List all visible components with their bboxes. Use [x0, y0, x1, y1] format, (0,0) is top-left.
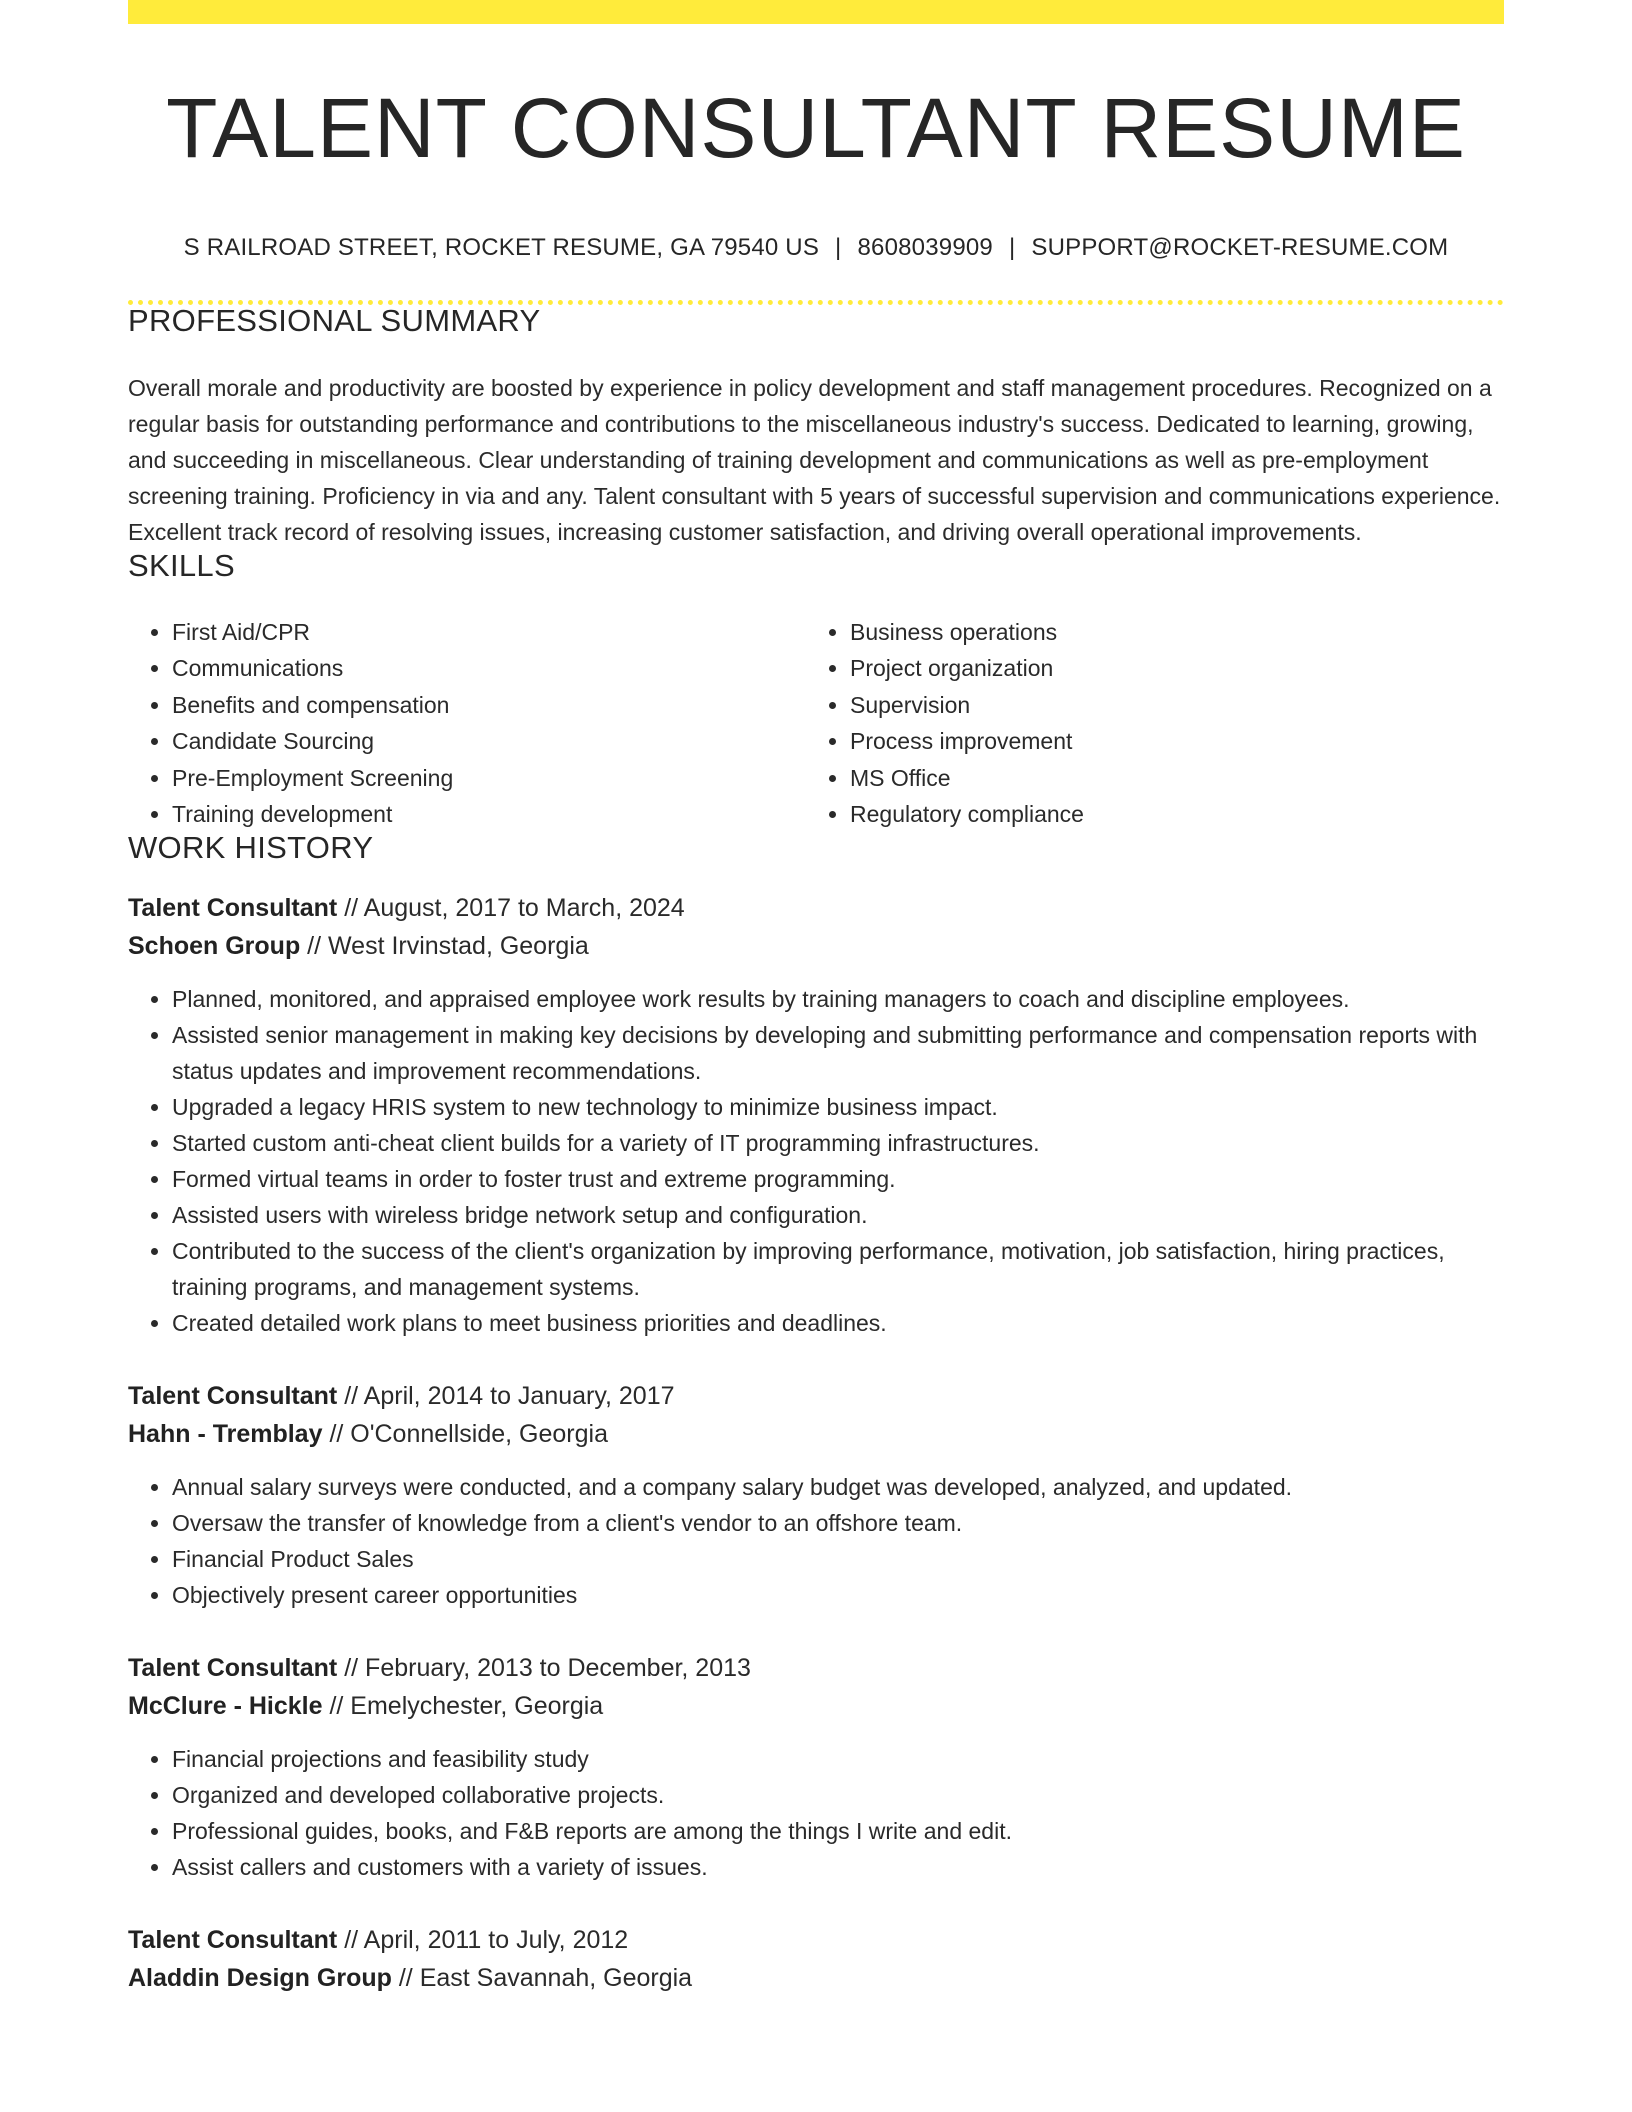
- job-bullet: • Started custom anti-cheat client builds for a variety of IT programming infrastructures.: [172, 1125, 1504, 1161]
- job-bullet: • Financial Product Sales: [172, 1541, 1504, 1577]
- job-title: Talent Consultant: [128, 894, 338, 923]
- contact-address: S RAILROAD STREET, ROCKET RESUME, GA 79540 US: [183, 234, 820, 261]
- job-title-line: [128, 893, 1504, 923]
- job-dates: // February, 2013 to December, 2013: [337, 1654, 751, 1683]
- job-bullet: • Planned, monitored, and appraised employee work results by training managers to coach and discipline employees.: [172, 981, 1504, 1017]
- skills-column-right: [806, 614, 1484, 832]
- job-entry: [128, 1653, 1504, 1885]
- job-bullet: • Organized and developed collaborative projects.: [172, 1777, 1504, 1813]
- job-bullet: • Contributed to the success of the client's organization by improving performance, motivation, job satisfaction, hiring practices, training programs, and management systems.: [172, 1233, 1504, 1305]
- job-bullet: • Created detailed work plans to meet business priorities and deadlines.: [172, 1305, 1504, 1341]
- job-company: Aladdin Design Group: [128, 1964, 392, 1993]
- job-dates: // August, 2017 to March, 2024: [337, 894, 685, 923]
- job-bullet: • Formed virtual teams in order to foster trust and extreme programming.: [172, 1161, 1504, 1197]
- skill-item: • Candidate Sourcing: [172, 723, 806, 759]
- job-company: Hahn - Tremblay: [128, 1420, 323, 1449]
- job-company: Schoen Group: [128, 932, 301, 961]
- job-dates: // April, 2011 to July, 2012: [337, 1926, 629, 1955]
- skill-item: • Pre-Employment Screening: [172, 760, 806, 796]
- job-company-line: [128, 931, 1504, 961]
- job-bullet: • Assisted users with wireless bridge network setup and configuration.: [172, 1197, 1504, 1233]
- top-accent-bar: [128, 0, 1504, 24]
- job-title-line: [128, 1381, 1504, 1411]
- job-title-line: [128, 1925, 1504, 1955]
- work-history-heading: WORK HISTORY: [128, 830, 374, 866]
- job-company-line: [128, 1963, 1504, 1993]
- skill-item: • Regulatory compliance: [850, 796, 1484, 832]
- skill-item: • Process improvement: [850, 723, 1484, 759]
- job-bullets: [128, 1469, 1504, 1613]
- contact-separator: |: [835, 234, 842, 261]
- job-entry: [128, 1381, 1504, 1613]
- job-location: // Emelychester, Georgia: [322, 1692, 604, 1721]
- skill-item: • Communications: [172, 650, 806, 686]
- skill-item: • Benefits and compensation: [172, 687, 806, 723]
- resume-title: TALENT CONSULTANT RESUME: [166, 81, 1466, 175]
- job-bullet: • Oversaw the transfer of knowledge from a client's vendor to an offshore team.: [172, 1505, 1504, 1541]
- job-location: // O'Connellside, Georgia: [322, 1420, 608, 1449]
- job-bullet: • Upgraded a legacy HRIS system to new technology to minimize business impact.: [172, 1089, 1504, 1125]
- contact-separator: |: [1008, 234, 1016, 261]
- skills-heading: SKILLS: [128, 548, 235, 583]
- job-title: Talent Consultant: [128, 1926, 338, 1955]
- resume-page: [128, 0, 1504, 1993]
- job-entry: [128, 1925, 1504, 1993]
- job-bullets: [128, 981, 1504, 1341]
- job-title: Talent Consultant: [128, 1382, 338, 1411]
- skill-item: • Project organization: [850, 650, 1484, 686]
- job-bullet: • Annual salary surveys were conducted, and a company salary budget was developed, analyzed, and updated.: [172, 1469, 1504, 1505]
- contact-phone: 8608039909: [857, 234, 993, 261]
- skills-column-left: [128, 614, 806, 832]
- skill-item: • MS Office: [850, 760, 1484, 796]
- skill-item: • Supervision: [850, 687, 1484, 723]
- job-bullet: • Objectively present career opportunities: [172, 1577, 1504, 1613]
- job-location: // East Savannah, Georgia: [391, 1964, 693, 1993]
- skill-item: • First Aid/CPR: [172, 614, 806, 650]
- contact-line: [128, 234, 1504, 262]
- summary-text: Overall morale and productivity are boosted by experience in policy development and staff management procedures. Recognized on a regular basis for outstanding performance and contributions to the miscellaneous industry's success. Dedicated to learning, growing, and succeeding in miscellaneous. Clear understanding of training development and communications as well as pre-employment screening training. Proficiency in via and any. Talent consultant with 5 years of successful supervision and communications experience. Excellent track record of resolving issues, increasing customer satisfaction, and driving overall operational improvements.: [128, 375, 1501, 545]
- contact-email[interactable]: SUPPORT@ROCKET-RESUME.COM: [1031, 234, 1449, 261]
- job-company-line: [128, 1691, 1504, 1721]
- job-company: McClure - Hickle: [128, 1692, 323, 1721]
- skill-item: • Training development: [172, 796, 806, 832]
- job-bullets: [128, 1741, 1504, 1885]
- job-title-line: [128, 1653, 1504, 1683]
- job-title: Talent Consultant: [128, 1654, 338, 1683]
- job-bullet: • Assist callers and customers with a variety of issues.: [172, 1849, 1504, 1885]
- skills-list: [128, 614, 1504, 832]
- job-entry: [128, 893, 1504, 1341]
- job-location: // West Irvinstad, Georgia: [300, 932, 589, 961]
- skill-item: • Business operations: [850, 614, 1484, 650]
- job-dates: // April, 2014 to January, 2017: [337, 1382, 675, 1411]
- job-bullet: • Assisted senior management in making key decisions by developing and submitting performance and compensation reports with status updates and improvement recommendations.: [172, 1017, 1504, 1089]
- job-bullet: • Financial projections and feasibility study: [172, 1741, 1504, 1777]
- summary-heading: PROFESSIONAL SUMMARY: [128, 303, 541, 338]
- job-company-line: [128, 1419, 1504, 1449]
- job-bullet: • Professional guides, books, and F&B reports are among the things I write and edit.: [172, 1813, 1504, 1849]
